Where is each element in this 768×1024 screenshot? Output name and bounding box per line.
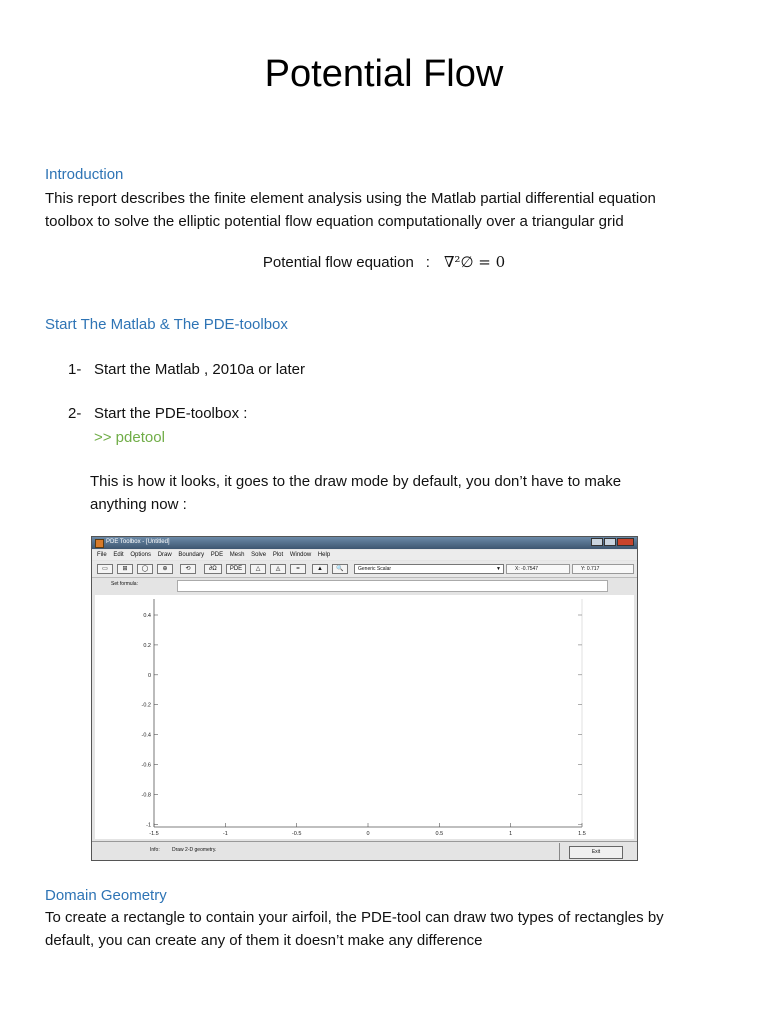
menu-help[interactable]: Help	[317, 552, 331, 558]
menu-pde[interactable]: PDE	[210, 552, 224, 558]
menu-solve[interactable]: Solve	[251, 552, 267, 558]
x-tick-label: 1	[509, 831, 513, 837]
status-bar	[92, 841, 637, 860]
polygon-tool-button[interactable]: ⟲	[180, 564, 196, 574]
note-line-2: anything now :	[90, 496, 187, 513]
introduction-paragraph	[45, 187, 735, 233]
set-formula-input[interactable]	[177, 580, 608, 592]
x-tick-label: 0.5	[435, 831, 444, 837]
menu-draw[interactable]: Draw	[157, 552, 172, 558]
x-tick-label: 1.5	[578, 831, 586, 837]
ellipse-tool-button[interactable]: ◯	[137, 564, 153, 574]
zoom-icon[interactable]: 🔍	[332, 564, 348, 574]
menu-file[interactable]: File	[97, 552, 107, 558]
domain-geometry-paragraph	[45, 906, 735, 952]
toolbar	[92, 561, 637, 578]
y-tick-label: 0.2	[143, 642, 151, 649]
equation-math: ∇²∅ = 0	[443, 253, 506, 271]
y-tick-label: -1	[146, 822, 151, 829]
pde-toolbox-screenshot	[91, 536, 638, 861]
menu-plot[interactable]: Plot	[272, 552, 284, 558]
status-divider	[559, 843, 560, 860]
equation-label: Potential flow equation	[262, 254, 414, 271]
menu-boundary[interactable]: Boundary	[178, 552, 205, 558]
list-number-1: 1-	[68, 361, 82, 378]
y-tick-label: 0.4	[143, 613, 151, 619]
chevron-down-icon: ▼	[496, 566, 501, 572]
potential-flow-equation	[0, 253, 768, 271]
x-tick-label: 0	[366, 831, 370, 837]
info-label: Info:	[150, 847, 160, 853]
matlab-icon	[95, 539, 104, 548]
list-item-1	[68, 359, 305, 381]
y-tick-label: -0.2	[141, 702, 151, 709]
intro-line-2: toolbox to solve the elliptic potential flow equation computationally over a triangular grid	[45, 213, 624, 230]
menu-bar	[92, 550, 637, 560]
info-text: Draw 2-D geometry.	[172, 847, 217, 853]
minimize-button[interactable]	[591, 538, 603, 546]
menu-mesh[interactable]: Mesh	[229, 552, 245, 558]
window-title: PDE Toolbox - [Untitled]	[106, 539, 170, 545]
drawing-axes[interactable]	[95, 595, 634, 839]
x-tick-label: -1	[222, 831, 228, 837]
formula-row	[95, 579, 634, 593]
centered-ellipse-tool-button[interactable]: ⊕	[157, 564, 173, 574]
equation-colon: :	[425, 254, 430, 271]
application-mode-value: Generic Scalar	[358, 566, 392, 572]
rectangle-tool-button[interactable]: ▭	[97, 564, 113, 574]
exit-button[interactable]: Exit	[569, 846, 623, 859]
introduction-heading: Introduction	[45, 166, 124, 183]
y-coordinate-readout: Y: 0.717	[572, 564, 634, 574]
note-line-1: This is how it looks, it goes to the draw mode by default, you don’t have to make	[90, 473, 622, 490]
page-title: Potential Flow	[264, 53, 504, 95]
domain-line-2: default, you can create any of them it doesn’t make any difference	[45, 932, 483, 949]
list-text-2: Start the PDE-toolbox :	[94, 405, 248, 422]
boundary-mode-button[interactable]: ∂Ω	[204, 564, 222, 574]
menu-edit[interactable]: Edit	[113, 552, 124, 558]
menu-options[interactable]: Options	[130, 552, 152, 558]
init-mesh-button[interactable]: △	[250, 564, 266, 574]
x-coordinate-readout: X: -0.7547	[506, 564, 570, 574]
list-number-2: 2-	[68, 405, 82, 422]
x-tick-label: -0.5	[291, 831, 302, 837]
plot-button[interactable]: ▲	[312, 564, 328, 574]
pde-spec-button[interactable]: PDE	[226, 564, 246, 574]
maximize-button[interactable]	[604, 538, 616, 546]
start-section-heading: Start The Matlab & The PDE-toolbox	[45, 316, 288, 333]
solve-button[interactable]: =	[290, 564, 306, 574]
domain-geometry-heading: Domain Geometry	[45, 887, 167, 904]
list-item-2	[68, 403, 247, 425]
refine-mesh-button[interactable]: ◬	[270, 564, 286, 574]
intro-line-1: This report describes the finite element analysis using the Matlab partial differential equation	[45, 190, 656, 207]
set-formula-label: Set formula:	[111, 581, 138, 587]
pdetool-command: >> pdetool	[94, 429, 165, 446]
centered-rectangle-tool-button[interactable]: ⊞	[117, 564, 133, 574]
y-tick-label: 0	[147, 672, 151, 679]
draw-mode-note	[90, 470, 730, 516]
domain-line-1: To create a rectangle to contain your airfoil, the PDE-tool can draw two types of rectangles by	[45, 909, 664, 926]
window-titlebar	[92, 537, 637, 549]
x-tick-label: -1.5	[149, 831, 159, 837]
application-mode-select[interactable]	[354, 564, 504, 574]
axes-svg	[95, 595, 634, 839]
y-tick-label: -0.8	[141, 792, 151, 799]
list-text-1: Start the Matlab , 2010a or later	[94, 361, 305, 378]
close-button[interactable]	[617, 538, 634, 546]
y-tick-label: -0.6	[141, 762, 151, 769]
y-tick-label: -0.4	[141, 732, 151, 739]
menu-window[interactable]: Window	[289, 552, 312, 558]
